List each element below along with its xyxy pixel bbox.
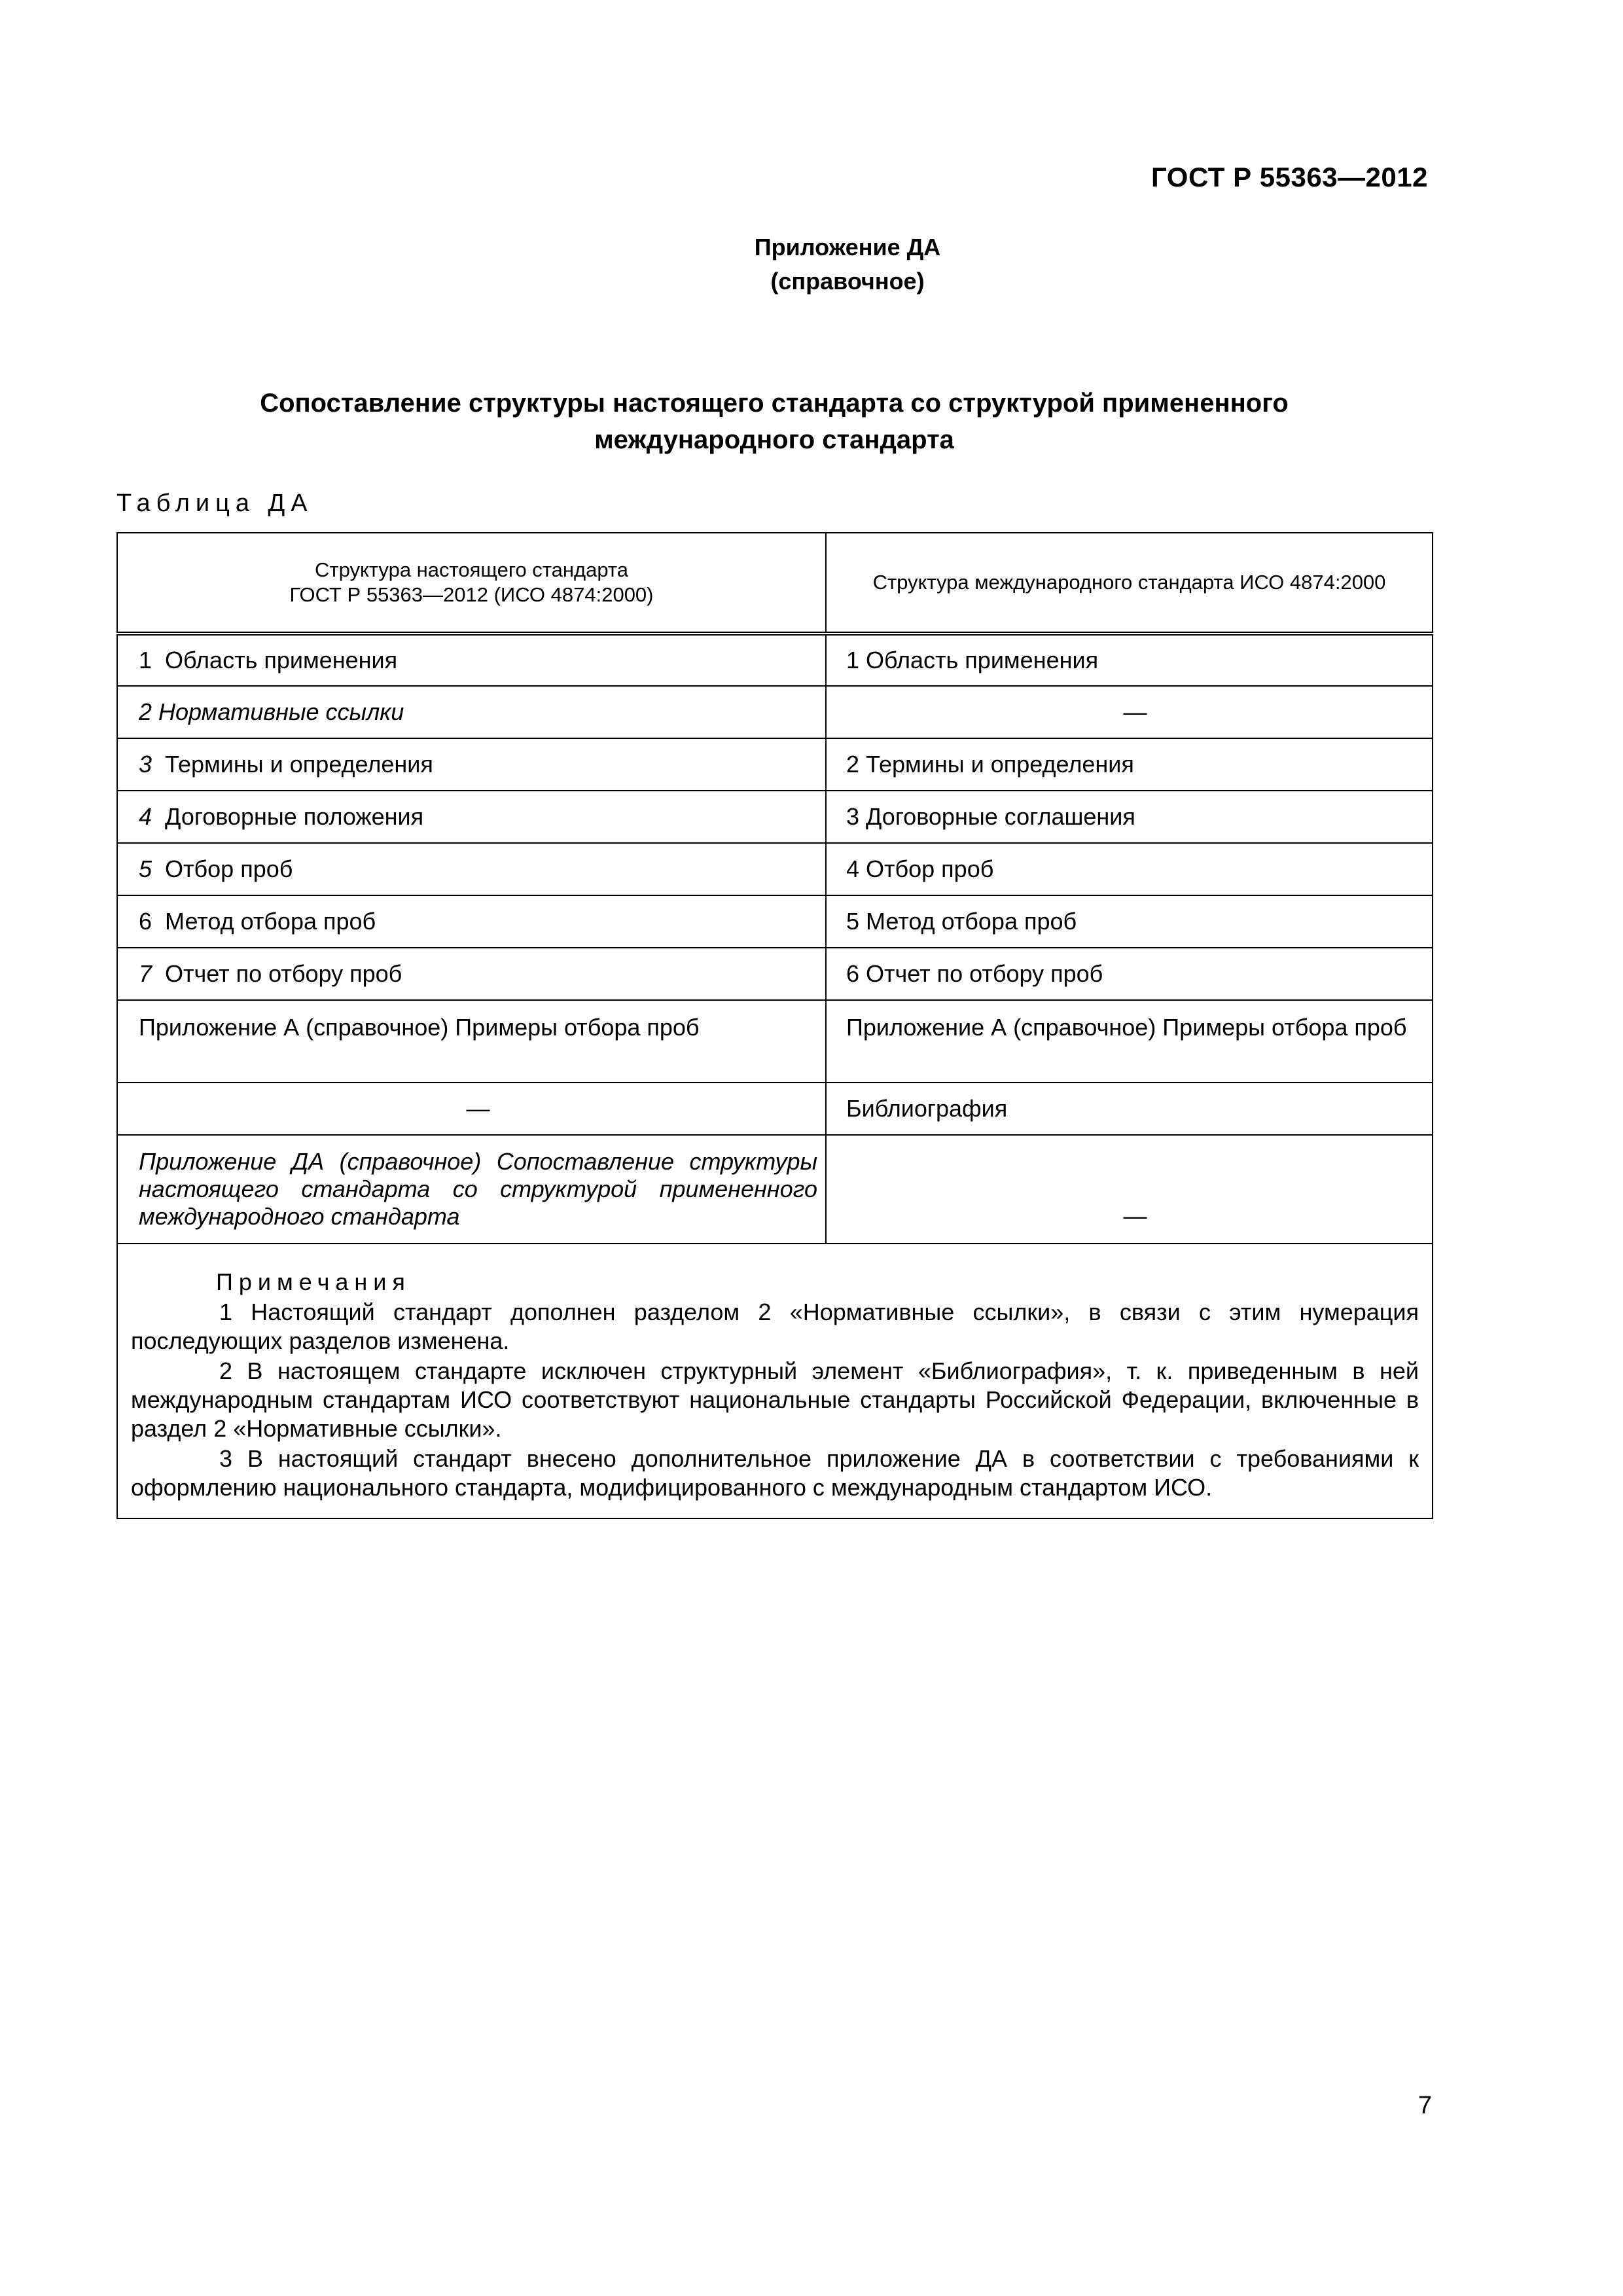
main-title-line-1: Сопоставление структуры настоящего стандарта со структурой примененного	[260, 389, 1289, 418]
row-right-cell: Библиография	[826, 1083, 1433, 1135]
row-right-cell: 1 Область применения	[826, 634, 1433, 686]
section-number: 6	[139, 908, 152, 935]
note-item: 2 В настоящем стандарте исключен структурный элемент «Библиография», т. к. приведенным в ней международным стандартам ИСО соответствуют национальные стандарты Российской Федерации, включенные в раздел 2 «Нормативные ссылки».	[131, 1357, 1419, 1442]
row-left-cell	[117, 738, 826, 791]
row-right-cell: —	[826, 686, 1433, 738]
table-caption: Таблица ДА	[116, 490, 313, 517]
comparison-table	[116, 532, 1433, 1519]
table-row	[117, 738, 1433, 791]
section-title: Договорные положения	[165, 803, 424, 830]
header-left-line-2: ГОСТ Р 55363—2012 (ИСО 4874:2000)	[289, 583, 654, 606]
row-right-cell: 4 Отбор проб	[826, 843, 1433, 895]
table-row	[117, 1083, 1433, 1135]
header-cell-left	[117, 533, 826, 634]
main-title	[116, 385, 1432, 458]
row-left-cell	[117, 843, 826, 895]
row-right-cell: 2 Термины и определения	[826, 738, 1433, 791]
note-item: 1 Настоящий стандарт дополнен разделом 2 «Нормативные ссылки», в связи с этим нумерация последующих разделов изменена.	[131, 1299, 1419, 1354]
note-item: 3 В настоящий стандарт внесено дополнительное приложение ДА в соответствии с требованиями к оформлению национального стандарта, модифицированного с международным стандартом ИСО.	[131, 1445, 1419, 1501]
notes-row	[117, 1244, 1433, 1518]
row-left-cell: —	[117, 1083, 826, 1135]
section-title: Термины и определения	[165, 751, 433, 778]
annex-subtitle: (справочное)	[770, 268, 925, 295]
row-right-cell: 5 Метод отбора проб	[826, 895, 1433, 948]
table-row	[117, 686, 1433, 738]
row-left-cell: Приложение А (справочное) Примеры отбора проб	[117, 1000, 826, 1083]
row-left-cell	[117, 791, 826, 843]
table-row	[117, 895, 1433, 948]
table-row	[117, 948, 1433, 1000]
row-right-cell: 3 Договорные соглашения	[826, 791, 1433, 843]
row-right-cell: Приложение А (справочное) Примеры отбора проб	[826, 1000, 1433, 1083]
row-right-cell: —	[826, 1135, 1433, 1244]
row-left-cell	[117, 895, 826, 948]
main-title-line-2: международного стандарта	[594, 425, 954, 454]
section-title: Область применения	[165, 647, 398, 673]
annex-heading	[0, 230, 1623, 298]
row-left-cell: Приложение ДА (справочное) Сопоставление структуры настоящего стандарта со структурой примененного международного стандарта	[117, 1135, 826, 1244]
section-number: 3	[139, 751, 152, 778]
table-row	[117, 791, 1433, 843]
section-number: 4	[139, 803, 152, 830]
row-right-cell: 6 Отчет по отбору проб	[826, 948, 1433, 1000]
section-title: Отчет по отбору проб	[165, 960, 402, 987]
row-left-cell: 2 Нормативные ссылки	[117, 686, 826, 738]
table-row	[117, 634, 1433, 686]
table-header-row	[117, 533, 1433, 634]
section-number: 5	[139, 855, 152, 882]
table-row	[117, 1135, 1433, 1244]
section-number: 7	[139, 960, 152, 987]
document-id: ГОСТ Р 55363—2012	[1151, 162, 1428, 192]
table-row	[117, 1000, 1433, 1083]
notes-title: Примечания	[216, 1268, 411, 1295]
section-number: 1	[139, 647, 152, 673]
page-number: 7	[1418, 2092, 1432, 2119]
section-title: Отбор проб	[165, 855, 293, 882]
notes-cell	[117, 1244, 1433, 1518]
table-row	[117, 843, 1433, 895]
section-title: Метод отбора проб	[165, 908, 376, 935]
row-left-cell	[117, 948, 826, 1000]
row-left-cell	[117, 634, 826, 686]
header-cell-right: Структура международного стандарта ИСО 4874:2000	[826, 533, 1433, 634]
header-left-line-1: Структура настоящего стандарта	[315, 558, 628, 581]
annex-title: Приложение ДА	[754, 234, 941, 260]
